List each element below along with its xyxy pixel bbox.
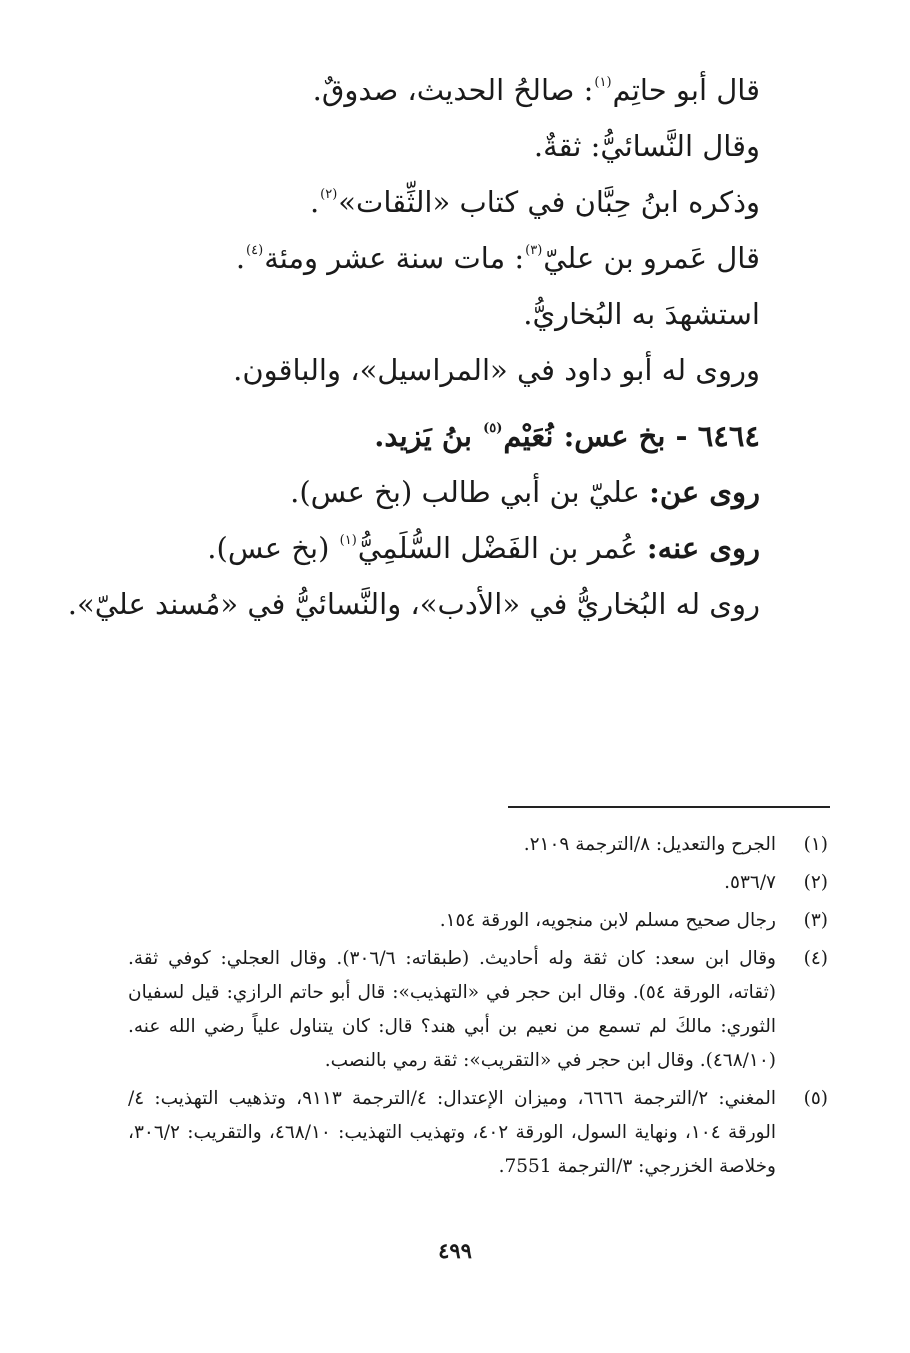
text: .	[309, 185, 320, 219]
text: عُمر بن الفَضْل السُّلَمِيُّ	[357, 531, 647, 565]
text: .	[235, 241, 246, 275]
text: قال عَمرو بن عليّ	[543, 241, 760, 275]
text: (بخ عس).	[207, 531, 339, 565]
entry-line-3	[67, 576, 760, 632]
text: روى له البُخاريُّ في «الأدب»، والنَّسائيُّ في «مُسند عليّ».	[67, 587, 760, 621]
footnote-number: (٣)	[803, 910, 828, 931]
spacer	[120, 398, 760, 408]
footnote-2	[128, 866, 828, 900]
main-line-4	[120, 230, 760, 286]
footnote-text: المغني: ٢/الترجمة ٦٦٦٦، وميزان الإعتدال: ٤/الترجمة ٩١١٣، وتذهيب التهذيب: ٤/الورقة ١٠٤، ونهاية السول، الورقة ٤٠٢، وتهذيب التهذيب: ٤٦٨/١٠، والتقريب: ٣٠٦/٢، وخلاصة الخزرجي: ٣/الترجمة 7551.	[128, 1088, 777, 1177]
text: : مات سنة عشر ومئة	[264, 241, 525, 275]
footnote-1	[128, 828, 828, 862]
footnote-5	[128, 1082, 828, 1184]
footnote-number: (١)	[803, 834, 828, 855]
main-text	[67, 62, 760, 632]
main-line-6	[120, 342, 760, 398]
text: استشهدَ به البُخاريُّ.	[523, 297, 760, 331]
entry-number-and-name: ٦٤٦٤ - بخ عس: نُعَيْم	[503, 419, 760, 453]
entry-heading	[120, 408, 760, 464]
text: : صالحُ الحديث، صدوقٌ.	[312, 73, 594, 107]
main-line-2	[120, 118, 760, 174]
footnote-text: وقال ابن سعد: كان ثقة وله أحاديث. (طبقاته: ٣٠٦/٦). وقال العجلي: كوفي ثقة. (ثقاته، الورقة ٥٤). وقال ابن حجر في «التهذيب»: قال أبو حاتم الرازي: قيل لسفيان الثوري: مالكَ لم تسمع من نعيم بن أبي هند؟ قال: كان يتناول علياً رضي الله عنه. (٤٦٨/١٠). وقال ابن حجر في «التقريب»: ثقة رمي بالنصب.	[128, 948, 776, 1071]
entry-line-2	[120, 520, 760, 576]
label-rawa-anhu: روى عنه:	[646, 531, 760, 565]
footnote-number: (٥)	[803, 1088, 828, 1109]
footnote-ref[interactable]: (٢)	[320, 187, 338, 202]
main-line-3	[120, 174, 760, 230]
footnotes	[128, 828, 828, 1188]
footnote-separator	[508, 806, 830, 808]
footnote-ref[interactable]: (٥)	[483, 421, 503, 436]
footnote-ref[interactable]: (٣)	[525, 243, 543, 258]
entry-line-1	[120, 464, 760, 520]
footnote-text: ٥٣٦/٧.	[724, 872, 776, 893]
main-line-5	[120, 286, 760, 342]
footnote-number: (٢)	[803, 872, 828, 893]
footnote-ref[interactable]: (١)	[594, 75, 612, 90]
footnote-text: رجال صحيح مسلم لابن منجويه، الورقة ١٥٤.	[439, 910, 776, 931]
text: وروى له أبو داود في «المراسيل»، والباقون.	[233, 353, 760, 387]
footnote-ref[interactable]: (١)	[339, 533, 357, 548]
footnote-number: (٤)	[803, 948, 828, 969]
text: بنُ يَزيد.	[374, 419, 483, 453]
text: عليّ بن أبي طالب (بخ عس).	[290, 475, 650, 509]
footnote-4	[128, 942, 828, 1078]
footnote-ref[interactable]: (٤)	[246, 243, 264, 258]
label-rawa-an: روى عن:	[649, 475, 760, 509]
page-number: ٤٩٩	[438, 1238, 472, 1263]
text: قال أبو حاتِم	[612, 73, 760, 107]
footnote-3	[128, 904, 828, 938]
text: وذكره ابنُ حِبَّان في كتاب «الثِّقات»	[338, 185, 760, 219]
text: وقال النَّسائيُّ: ثقةٌ.	[533, 129, 760, 163]
main-line-1	[120, 62, 760, 118]
footnote-text: الجرح والتعديل: ٨/الترجمة ٢١٠٩.	[523, 834, 776, 855]
